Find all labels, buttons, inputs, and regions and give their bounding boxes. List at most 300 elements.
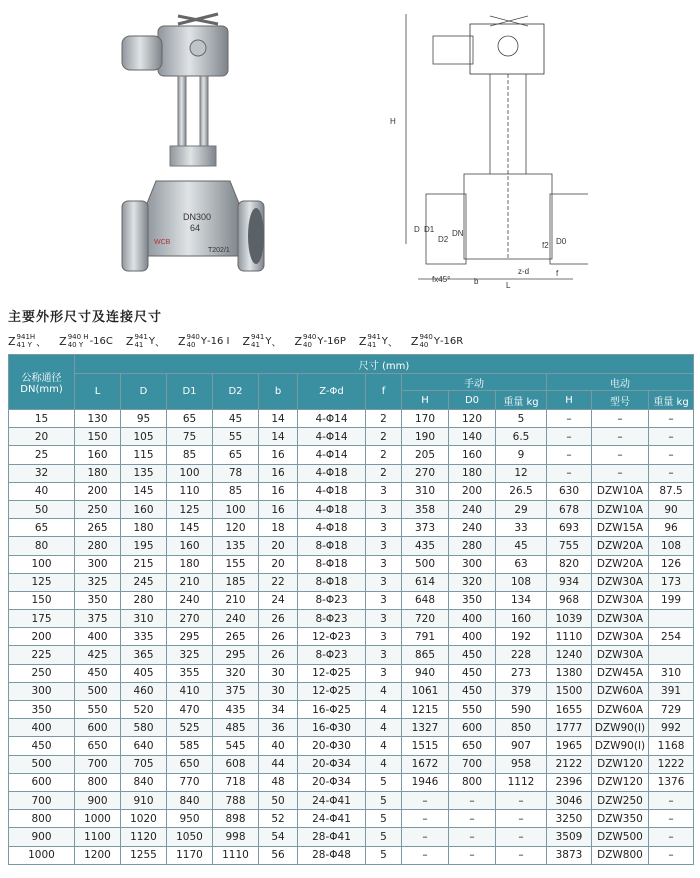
table-cell: 325 [167, 646, 213, 664]
table-cell: 300 [449, 555, 496, 573]
dn-cell: 40 [9, 482, 75, 500]
table-cell: 160 [75, 446, 121, 464]
table-cell: 45 [496, 537, 547, 555]
table-row [9, 537, 694, 555]
photo-pressure-mark: 64 [190, 223, 201, 233]
table-cell: 50 [259, 791, 298, 809]
model-suffix: Y [148, 335, 155, 347]
table-cell: 3046 [547, 791, 592, 809]
table-row [9, 701, 694, 719]
manual-header: 手动 [402, 374, 547, 391]
table-cell: 192 [496, 628, 547, 646]
table-cell: DZW20A [592, 555, 649, 573]
model-separator: -16P [323, 335, 346, 347]
table-cell: 2 [366, 464, 402, 482]
table-cell: 140 [449, 428, 496, 446]
table-cell: 1039 [547, 610, 592, 628]
table-cell: 145 [167, 519, 213, 537]
table-cell: 4 [366, 682, 402, 700]
table-cell: 3 [366, 500, 402, 518]
model-suffix: Y [317, 335, 324, 347]
table-cell: 96 [649, 519, 694, 537]
model-suffix: Y [265, 335, 272, 347]
table-cell: 1946 [402, 773, 449, 791]
table-cell: 3 [366, 591, 402, 609]
table-cell: 33 [496, 519, 547, 537]
table-cell: 958 [496, 755, 547, 773]
table-cell: 180 [167, 555, 213, 573]
table-cell [649, 646, 694, 664]
table-cell: 520 [121, 701, 167, 719]
table-cell: 435 [213, 701, 259, 719]
table-row [9, 482, 694, 500]
table-row [9, 555, 694, 573]
size-header: 尺寸 (mm) [75, 355, 694, 374]
table-cell: 755 [547, 537, 592, 555]
photo-extra-mark: T202/1 [208, 247, 230, 254]
model-series-top: 941H [16, 333, 36, 341]
table-cell: 245 [121, 573, 167, 591]
table-cell: 26 [259, 628, 298, 646]
table-cell: 500 [75, 682, 121, 700]
table-cell: – [496, 828, 547, 846]
table-cell: 450 [75, 664, 121, 682]
dn-cell: 25 [9, 446, 75, 464]
table-cell: 791 [402, 628, 449, 646]
dn-cell: 900 [9, 828, 75, 846]
table-cell: 608 [213, 755, 259, 773]
dim-d2-label: D2 [438, 235, 449, 244]
table-cell: 450 [449, 646, 496, 664]
table-cell: 105 [121, 428, 167, 446]
table-cell: 65 [213, 446, 259, 464]
table-cell: DZW500 [592, 828, 649, 846]
table-cell: 75 [167, 428, 213, 446]
table-cell: 205 [402, 446, 449, 464]
table-cell: 460 [121, 682, 167, 700]
table-cell: – [449, 791, 496, 809]
model-series-top: 941 [134, 333, 148, 341]
table-cell: 770 [167, 773, 213, 791]
table-cell: 410 [167, 682, 213, 700]
dn-cell: 20 [9, 428, 75, 446]
table-cell: 1020 [121, 810, 167, 828]
dn-header: 公称通径 DN(mm) [9, 355, 75, 410]
table-cell: 350 [449, 591, 496, 609]
col-header: f [366, 374, 402, 410]
model-prefix: Z [59, 334, 67, 348]
table-row [9, 628, 694, 646]
table-cell: 800 [449, 773, 496, 791]
model-series-top: 940 H [67, 333, 89, 341]
table-cell: 270 [167, 610, 213, 628]
table-cell: 100 [213, 500, 259, 518]
table-cell: DZW30A [592, 646, 649, 664]
table-cell: – [649, 828, 694, 846]
table-cell: 28-Φ41 [298, 828, 366, 846]
model-code [294, 333, 351, 349]
table-cell: 900 [75, 791, 121, 809]
manual-col-header: 重量 kg [496, 391, 547, 410]
table-cell: 30 [259, 664, 298, 682]
table-cell: 4 [366, 755, 402, 773]
table-cell: 150 [75, 428, 121, 446]
table-cell: 16 [259, 446, 298, 464]
col-header: D1 [167, 374, 213, 410]
manual-col-header: H [402, 391, 449, 410]
table-cell: 210 [167, 573, 213, 591]
table-cell: 180 [75, 464, 121, 482]
table-row [9, 846, 694, 864]
table-cell: DZW30A [592, 610, 649, 628]
table-cell: 450 [449, 664, 496, 682]
table-cell: 45 [213, 410, 259, 428]
model-code [8, 333, 52, 349]
table-cell: 450 [449, 682, 496, 700]
table-cell: 130 [75, 410, 121, 428]
table-cell: 358 [402, 500, 449, 518]
table-cell: – [592, 446, 649, 464]
dn-cell: 50 [9, 500, 75, 518]
model-series-top: 940 [303, 333, 317, 341]
valve-photo [118, 6, 278, 284]
table-cell: 160 [167, 537, 213, 555]
table-cell: 24-Φ41 [298, 791, 366, 809]
table-row [9, 428, 694, 446]
table-cell: 108 [649, 537, 694, 555]
table-cell: 1110 [213, 846, 259, 864]
dn-cell: 500 [9, 755, 75, 773]
model-series-top: 941 [250, 333, 265, 341]
table-cell: – [649, 410, 694, 428]
table-cell: 405 [121, 664, 167, 682]
table-cell: 14 [259, 410, 298, 428]
table-cell: 1672 [402, 755, 449, 773]
table-cell: 4 [366, 719, 402, 737]
dn-cell: 300 [9, 682, 75, 700]
table-cell: 120 [449, 410, 496, 428]
table-cell: 4-Φ18 [298, 482, 366, 500]
table-cell: 135 [121, 464, 167, 482]
table-cell: DZW350 [592, 810, 649, 828]
table-cell: 215 [121, 555, 167, 573]
table-cell: 254 [649, 628, 694, 646]
manual-col-header: D0 [449, 391, 496, 410]
dn-cell: 1000 [9, 846, 75, 864]
table-cell: 240 [449, 519, 496, 537]
table-cell: 44 [259, 755, 298, 773]
table-cell: 718 [213, 773, 259, 791]
table-row [9, 664, 694, 682]
table-cell: DZW90(I) [592, 719, 649, 737]
table-cell: 100 [167, 464, 213, 482]
table-cell: – [592, 428, 649, 446]
table-cell: 320 [213, 664, 259, 682]
table-cell: 545 [213, 737, 259, 755]
table-cell: DZW90(I) [592, 737, 649, 755]
table-cell: 90 [649, 500, 694, 518]
dn-cell: 700 [9, 791, 75, 809]
table-row [9, 519, 694, 537]
table-cell: 5 [366, 846, 402, 864]
model-separator: 、 [271, 337, 282, 349]
table-cell: 24 [259, 591, 298, 609]
table-cell: 1100 [75, 828, 121, 846]
table-cell: DZW120 [592, 755, 649, 773]
table-cell: 26 [259, 646, 298, 664]
table-cell: – [649, 791, 694, 809]
table-cell: 26.5 [496, 482, 547, 500]
dim-zd-label: z-d [518, 267, 530, 276]
table-cell: 56 [259, 846, 298, 864]
table-cell: 705 [121, 755, 167, 773]
table-cell: 1050 [167, 828, 213, 846]
table-row [9, 464, 694, 482]
table-cell: 3 [366, 610, 402, 628]
model-suffix: Y [200, 335, 207, 347]
table-cell: 865 [402, 646, 449, 664]
table-cell: 1327 [402, 719, 449, 737]
table-cell: 630 [547, 482, 592, 500]
table-cell: 135 [213, 537, 259, 555]
table-cell: 950 [167, 810, 213, 828]
table-cell: 335 [121, 628, 167, 646]
table-cell: – [649, 846, 694, 864]
table-cell: 3 [366, 628, 402, 646]
table-cell: DZW60A [592, 701, 649, 719]
table-cell: 4 [366, 737, 402, 755]
model-series-bottom: 40 [419, 341, 429, 349]
model-list [8, 330, 476, 352]
table-cell: 310 [649, 664, 694, 682]
table-cell: 8-Φ23 [298, 646, 366, 664]
table-cell: 160 [496, 610, 547, 628]
table-cell: 36 [259, 719, 298, 737]
table-cell: 3 [366, 537, 402, 555]
table-cell: – [649, 464, 694, 482]
table-cell: 729 [649, 701, 694, 719]
table-cell: 170 [402, 410, 449, 428]
model-code [59, 333, 119, 349]
table-cell: 934 [547, 573, 592, 591]
table-cell: 992 [649, 719, 694, 737]
table-cell: 9 [496, 446, 547, 464]
section-heading: 主要外形尺寸及连接尺寸 [8, 310, 163, 325]
table-cell: 12-Φ25 [298, 682, 366, 700]
model-series-bottom: 41 [250, 341, 260, 349]
dim-h-label: H [390, 117, 396, 126]
table-cell: 3509 [547, 828, 592, 846]
table-cell: 3 [366, 664, 402, 682]
table-cell: 125 [167, 500, 213, 518]
table-cell: 195 [121, 537, 167, 555]
table-cell: 4-Φ18 [298, 500, 366, 518]
electric-col-header: 型号 [592, 391, 649, 410]
table-cell: 190 [402, 428, 449, 446]
dn-cell: 175 [9, 610, 75, 628]
table-cell: 2 [366, 428, 402, 446]
table-cell: 4-Φ18 [298, 519, 366, 537]
dn-cell: 32 [9, 464, 75, 482]
table-cell: 228 [496, 646, 547, 664]
table-row [9, 446, 694, 464]
dim-dn-label: DN [452, 229, 464, 238]
table-cell: 180 [121, 519, 167, 537]
table-cell: 87.5 [649, 482, 694, 500]
table-row [9, 500, 694, 518]
table-cell: 600 [449, 719, 496, 737]
table-row [9, 646, 694, 664]
model-prefix: Z [8, 334, 16, 348]
model-series-bottom: 40 [303, 341, 312, 349]
table-cell: 720 [402, 610, 449, 628]
model-series-bottom: 41 [134, 341, 144, 349]
table-cell: 550 [449, 701, 496, 719]
table-cell: 240 [167, 591, 213, 609]
dim-d1-label: D1 [424, 225, 435, 234]
table-cell: 3250 [547, 810, 592, 828]
table-cell: 2 [366, 410, 402, 428]
table-cell: 1655 [547, 701, 592, 719]
model-code [411, 333, 469, 349]
table-cell: DZW45A [592, 664, 649, 682]
model-prefix: Z [358, 334, 367, 348]
dimensions-table [8, 354, 694, 865]
table-cell: – [449, 828, 496, 846]
table-cell: DZW20A [592, 537, 649, 555]
table-cell: 16-Φ30 [298, 719, 366, 737]
dn-cell: 350 [9, 701, 75, 719]
model-prefix: Z [177, 334, 186, 348]
table-cell: 16 [259, 464, 298, 482]
table-cell: 940 [402, 664, 449, 682]
table-row [9, 719, 694, 737]
table-cell: 126 [649, 555, 694, 573]
model-prefix: Z [242, 334, 250, 348]
table-cell: 110 [167, 482, 213, 500]
table-cell: 850 [496, 719, 547, 737]
table-cell: 22 [259, 573, 298, 591]
table-cell: 173 [649, 573, 694, 591]
table-cell: 840 [167, 791, 213, 809]
dn-cell: 800 [9, 810, 75, 828]
table-cell: 6.5 [496, 428, 547, 446]
table-cell: 1170 [167, 846, 213, 864]
table-cell: DZW30A [592, 591, 649, 609]
table-cell: – [547, 464, 592, 482]
col-header: b [259, 374, 298, 410]
table-cell: 614 [402, 573, 449, 591]
model-code [242, 333, 287, 349]
table-cell: 200 [75, 482, 121, 500]
table-cell: 700 [75, 755, 121, 773]
model-series-top: 940 [186, 333, 200, 341]
table-cell: – [547, 428, 592, 446]
table-cell: 898 [213, 810, 259, 828]
table-cell: 185 [213, 573, 259, 591]
table-cell: 12-Φ23 [298, 628, 366, 646]
model-series-top: 941 [367, 333, 381, 341]
table-cell: 273 [496, 664, 547, 682]
dn-cell: 150 [9, 591, 75, 609]
table-cell: – [649, 810, 694, 828]
dim-l-label: L [506, 281, 511, 290]
photo-material-mark: WCB [154, 239, 171, 246]
table-cell: 379 [496, 682, 547, 700]
table-cell: 1120 [121, 828, 167, 846]
table-row [9, 755, 694, 773]
table-cell: DZW30A [592, 573, 649, 591]
table-cell: 63 [496, 555, 547, 573]
electric-col-header: 重量 kg [649, 391, 694, 410]
col-header: D2 [213, 374, 259, 410]
table-cell: 155 [213, 555, 259, 573]
photo-size-mark: DN300 [183, 212, 212, 222]
table-cell: 525 [167, 719, 213, 737]
table-cell: 425 [75, 646, 121, 664]
model-code [126, 333, 171, 349]
table-cell: 3 [366, 646, 402, 664]
table-cell: – [402, 810, 449, 828]
table-cell: 1515 [402, 737, 449, 755]
table-cell: 250 [75, 500, 121, 518]
table-cell: 95 [121, 410, 167, 428]
table-row [9, 828, 694, 846]
table-cell: – [402, 791, 449, 809]
table-cell: 29 [496, 500, 547, 518]
table-cell: 470 [167, 701, 213, 719]
table-cell: 968 [547, 591, 592, 609]
model-series-top: 940 [419, 333, 433, 341]
table-cell: 485 [213, 719, 259, 737]
model-series-bottom: 40 [186, 341, 196, 349]
table-cell: – [496, 791, 547, 809]
table-cell: 693 [547, 519, 592, 537]
valve-drawing [378, 4, 588, 294]
table-cell: – [449, 810, 496, 828]
table-cell: 145 [121, 482, 167, 500]
table-cell: 40 [259, 737, 298, 755]
table-cell: 115 [121, 446, 167, 464]
model-prefix: Z [125, 334, 134, 348]
table-cell: 26 [259, 610, 298, 628]
table-cell: 160 [121, 500, 167, 518]
model-series-bottom: 41 Y [16, 341, 32, 349]
table-cell: 585 [167, 737, 213, 755]
table-cell: 20-Φ30 [298, 737, 366, 755]
model-code [359, 333, 404, 349]
table-cell: 4-Φ14 [298, 446, 366, 464]
electric-header: 电动 [547, 374, 694, 391]
table-cell: 1000 [75, 810, 121, 828]
table-cell: 3 [366, 573, 402, 591]
table-cell: 3 [366, 519, 402, 537]
table-cell: 3 [366, 555, 402, 573]
dn-cell: 225 [9, 646, 75, 664]
table-cell: 134 [496, 591, 547, 609]
dim-f2-label: f2 [542, 241, 549, 250]
table-cell: – [496, 846, 547, 864]
table-cell: 1380 [547, 664, 592, 682]
table-cell: 20 [259, 537, 298, 555]
table-cell: 240 [213, 610, 259, 628]
dn-cell: 450 [9, 737, 75, 755]
table-cell: 590 [496, 701, 547, 719]
dn-cell: 250 [9, 664, 75, 682]
col-header: L [75, 374, 121, 410]
table-cell: 108 [496, 573, 547, 591]
table-cell: 550 [75, 701, 121, 719]
